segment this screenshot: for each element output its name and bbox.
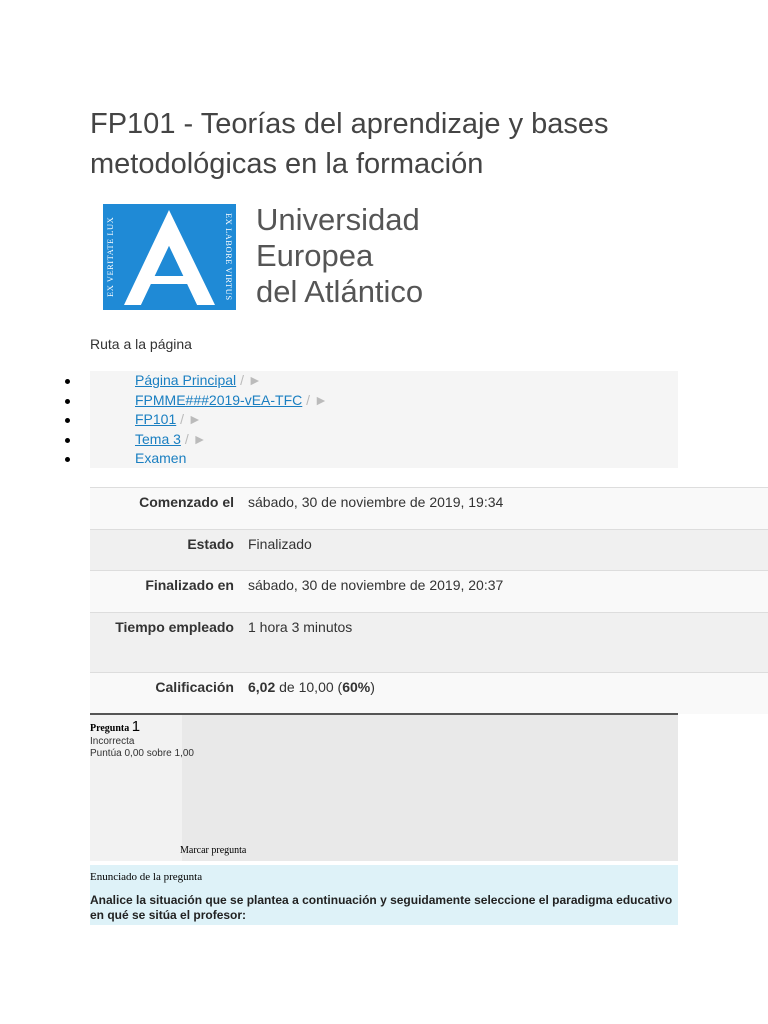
summary-value-grade bbox=[248, 673, 768, 714]
university-logo bbox=[103, 204, 448, 312]
summary-row-time bbox=[90, 613, 768, 673]
summary-label: Calificación bbox=[155, 679, 234, 695]
page-title: FP101 - Teorías del aprendizaje y bases metodológicas en la formación bbox=[90, 108, 609, 180]
question-label bbox=[90, 718, 140, 735]
grade-percent: 60% bbox=[342, 679, 371, 695]
summary-label: Finalizado en bbox=[145, 577, 234, 593]
breadcrumb-item bbox=[90, 430, 678, 450]
grade-score: 6,02 bbox=[248, 679, 276, 695]
bullet-icon bbox=[65, 418, 70, 423]
summary-value: sábado, 30 de noviembre de 2019, 19:34 bbox=[248, 494, 504, 510]
flag-question-link[interactable]: Marcar pregunta bbox=[180, 845, 247, 856]
question-number: 1 bbox=[131, 718, 141, 735]
breadcrumb-label: Ruta a la página bbox=[90, 336, 192, 352]
logo-line-1: Universidad bbox=[256, 202, 420, 237]
breadcrumb-separator: / ► bbox=[240, 372, 262, 388]
summary-row-grade bbox=[90, 673, 768, 714]
logo-a-icon bbox=[119, 208, 220, 306]
breadcrumb-separator: / ► bbox=[306, 391, 328, 408]
logo-motto-right: EX LABORE VIRTUS bbox=[224, 213, 234, 301]
question-state: Incorrecta bbox=[90, 736, 135, 747]
breadcrumb-separator: / ► bbox=[180, 411, 202, 427]
summary-value: Finalizado bbox=[248, 536, 312, 552]
logo-line-2: Europea bbox=[256, 238, 374, 273]
logo-emblem bbox=[103, 204, 236, 310]
grade-max: de 10,00 ( bbox=[275, 679, 343, 695]
question-1-info bbox=[90, 713, 678, 861]
breadcrumb-current: Examen bbox=[135, 450, 187, 466]
question-heading: Enunciado de la pregunta bbox=[90, 871, 203, 883]
bullet-icon bbox=[65, 438, 70, 443]
breadcrumb-link-home[interactable]: Página Principal bbox=[135, 372, 237, 388]
logo-wordmark bbox=[256, 202, 423, 310]
question-content bbox=[90, 865, 678, 925]
bullet-icon bbox=[65, 379, 70, 384]
logo-motto-left: EX VERITATE LUX bbox=[105, 216, 115, 298]
summary-value: 1 hora 3 minutos bbox=[248, 619, 353, 635]
breadcrumb-link-course[interactable]: FPMME###2019-vEA-TFC bbox=[135, 391, 303, 408]
breadcrumb-separator: / ► bbox=[184, 430, 207, 447]
breadcrumb bbox=[90, 371, 678, 468]
bullet-icon bbox=[65, 399, 70, 404]
breadcrumb-item bbox=[90, 391, 678, 411]
breadcrumb-item bbox=[90, 371, 678, 391]
bullet-icon bbox=[65, 457, 70, 462]
breadcrumb-item bbox=[90, 410, 678, 430]
attempt-summary-table bbox=[90, 487, 768, 714]
summary-value: sábado, 30 de noviembre de 2019, 20:37 bbox=[248, 577, 504, 593]
summary-row-state bbox=[90, 530, 768, 571]
breadcrumb-link-subject[interactable]: FP101 bbox=[135, 411, 177, 427]
summary-label: Comenzado el bbox=[139, 494, 234, 510]
question-text: Analice la situación que se plantea a continuación y seguidamente seleccione el paradigma educativo en qué se sitúa el profesor: bbox=[90, 893, 673, 922]
question-grade: Puntúa 0,00 sobre 1,00 bbox=[90, 748, 194, 759]
breadcrumb-link-topic[interactable]: Tema 3 bbox=[135, 430, 181, 447]
grade-close: ) bbox=[370, 679, 375, 695]
summary-label: Tiempo empleado bbox=[115, 619, 234, 635]
question-label-text: Pregunta bbox=[90, 723, 130, 734]
logo-line-3: del Atlántico bbox=[256, 274, 424, 309]
summary-row-finished bbox=[90, 571, 768, 613]
breadcrumb-item bbox=[90, 449, 678, 469]
summary-row-started bbox=[90, 488, 768, 530]
summary-label: Estado bbox=[187, 536, 234, 552]
